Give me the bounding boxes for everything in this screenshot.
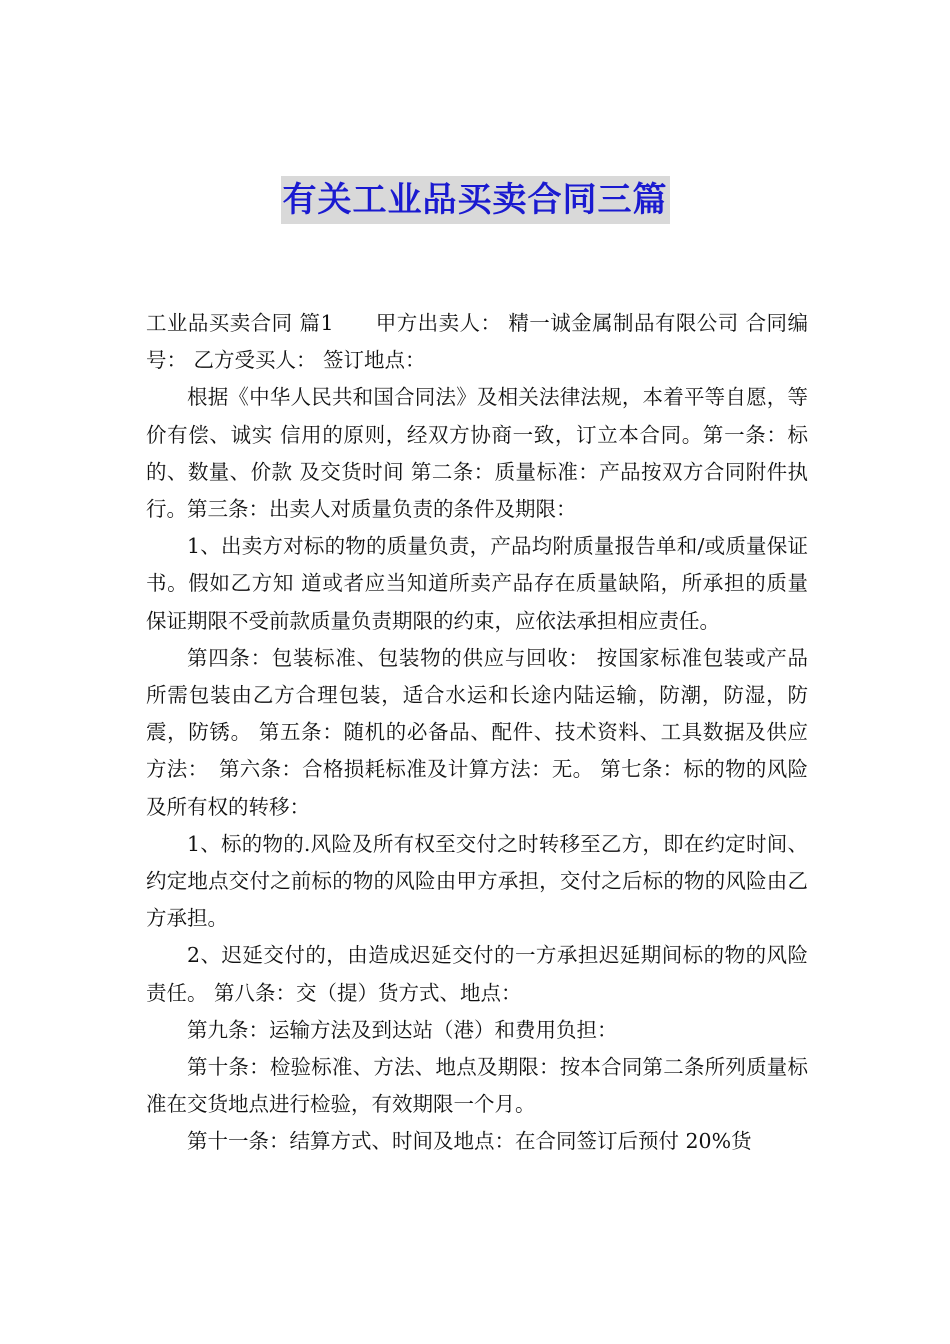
paragraph: 根据《中华人民共和国合同法》及相关法律法规，本着平等自愿，等价有偿、诚实 信用的原则，经双方协商一致，订立本合同。第一条：标的、数量、价款 及交货时间 第二条：质量标准：产品按双方合同附件执行。第三条：出卖人对质量负责的条件及期限： bbox=[146, 385, 808, 522]
paragraph: 1、标的物的.风险及所有权至交付之时转移至乙方，即在约定时间、约定地点交付之前标的物的风险由甲方承担，交付之后标的物的风险由乙方承担。 bbox=[146, 831, 808, 931]
paragraph: 1、出卖方对标的物的质量负责，产品均附质量报告单和/或质量保证书。假如乙方知 道或者应当知道所卖产品存在质量缺陷，所承担的质量保证期限不受前款质量负责期限的约束，应依法承担相应责任。 bbox=[146, 534, 808, 633]
document-title: 有关工业品买卖合同三篇 bbox=[281, 176, 670, 224]
paragraph: 第四条：包装标准、包装物的供应与回收： 按国家标准包装或产品所需包装由乙方合理包装，适合水运和长途内陆运输，防潮，防湿，防震，防锈。 第五条：随机的必备品、配件、技术资料、工具数据及供应方法： 第六条：合格损耗标准及计算方法：无。 第七条：标的物的风险及所有权的转移： bbox=[146, 645, 808, 819]
paragraph: 2、迟延交付的，由造成迟延交付的一方承担迟延期间标的物的风险责任。 第八条：交（提）货方式、地点： bbox=[146, 943, 808, 1005]
document-body bbox=[146, 305, 808, 1161]
paragraph: 第十条：检验标准、方法、地点及期限：按本合同第二条所列质量标准在交货地点进行检验，有效期限一个月。 bbox=[146, 1055, 808, 1117]
paragraph: 第九条：运输方法及到达站（港）和费用负担： bbox=[187, 1017, 618, 1042]
paragraph: 工业品买卖合同 篇1 甲方出卖人： 精一诚金属制品有限公司 合同编号： 乙方受买人： 签订地点： bbox=[146, 311, 808, 373]
title-container bbox=[0, 176, 950, 224]
paragraph: 第十一条：结算方式、时间及地点：在合同签订后预付 20%货 bbox=[187, 1129, 752, 1154]
